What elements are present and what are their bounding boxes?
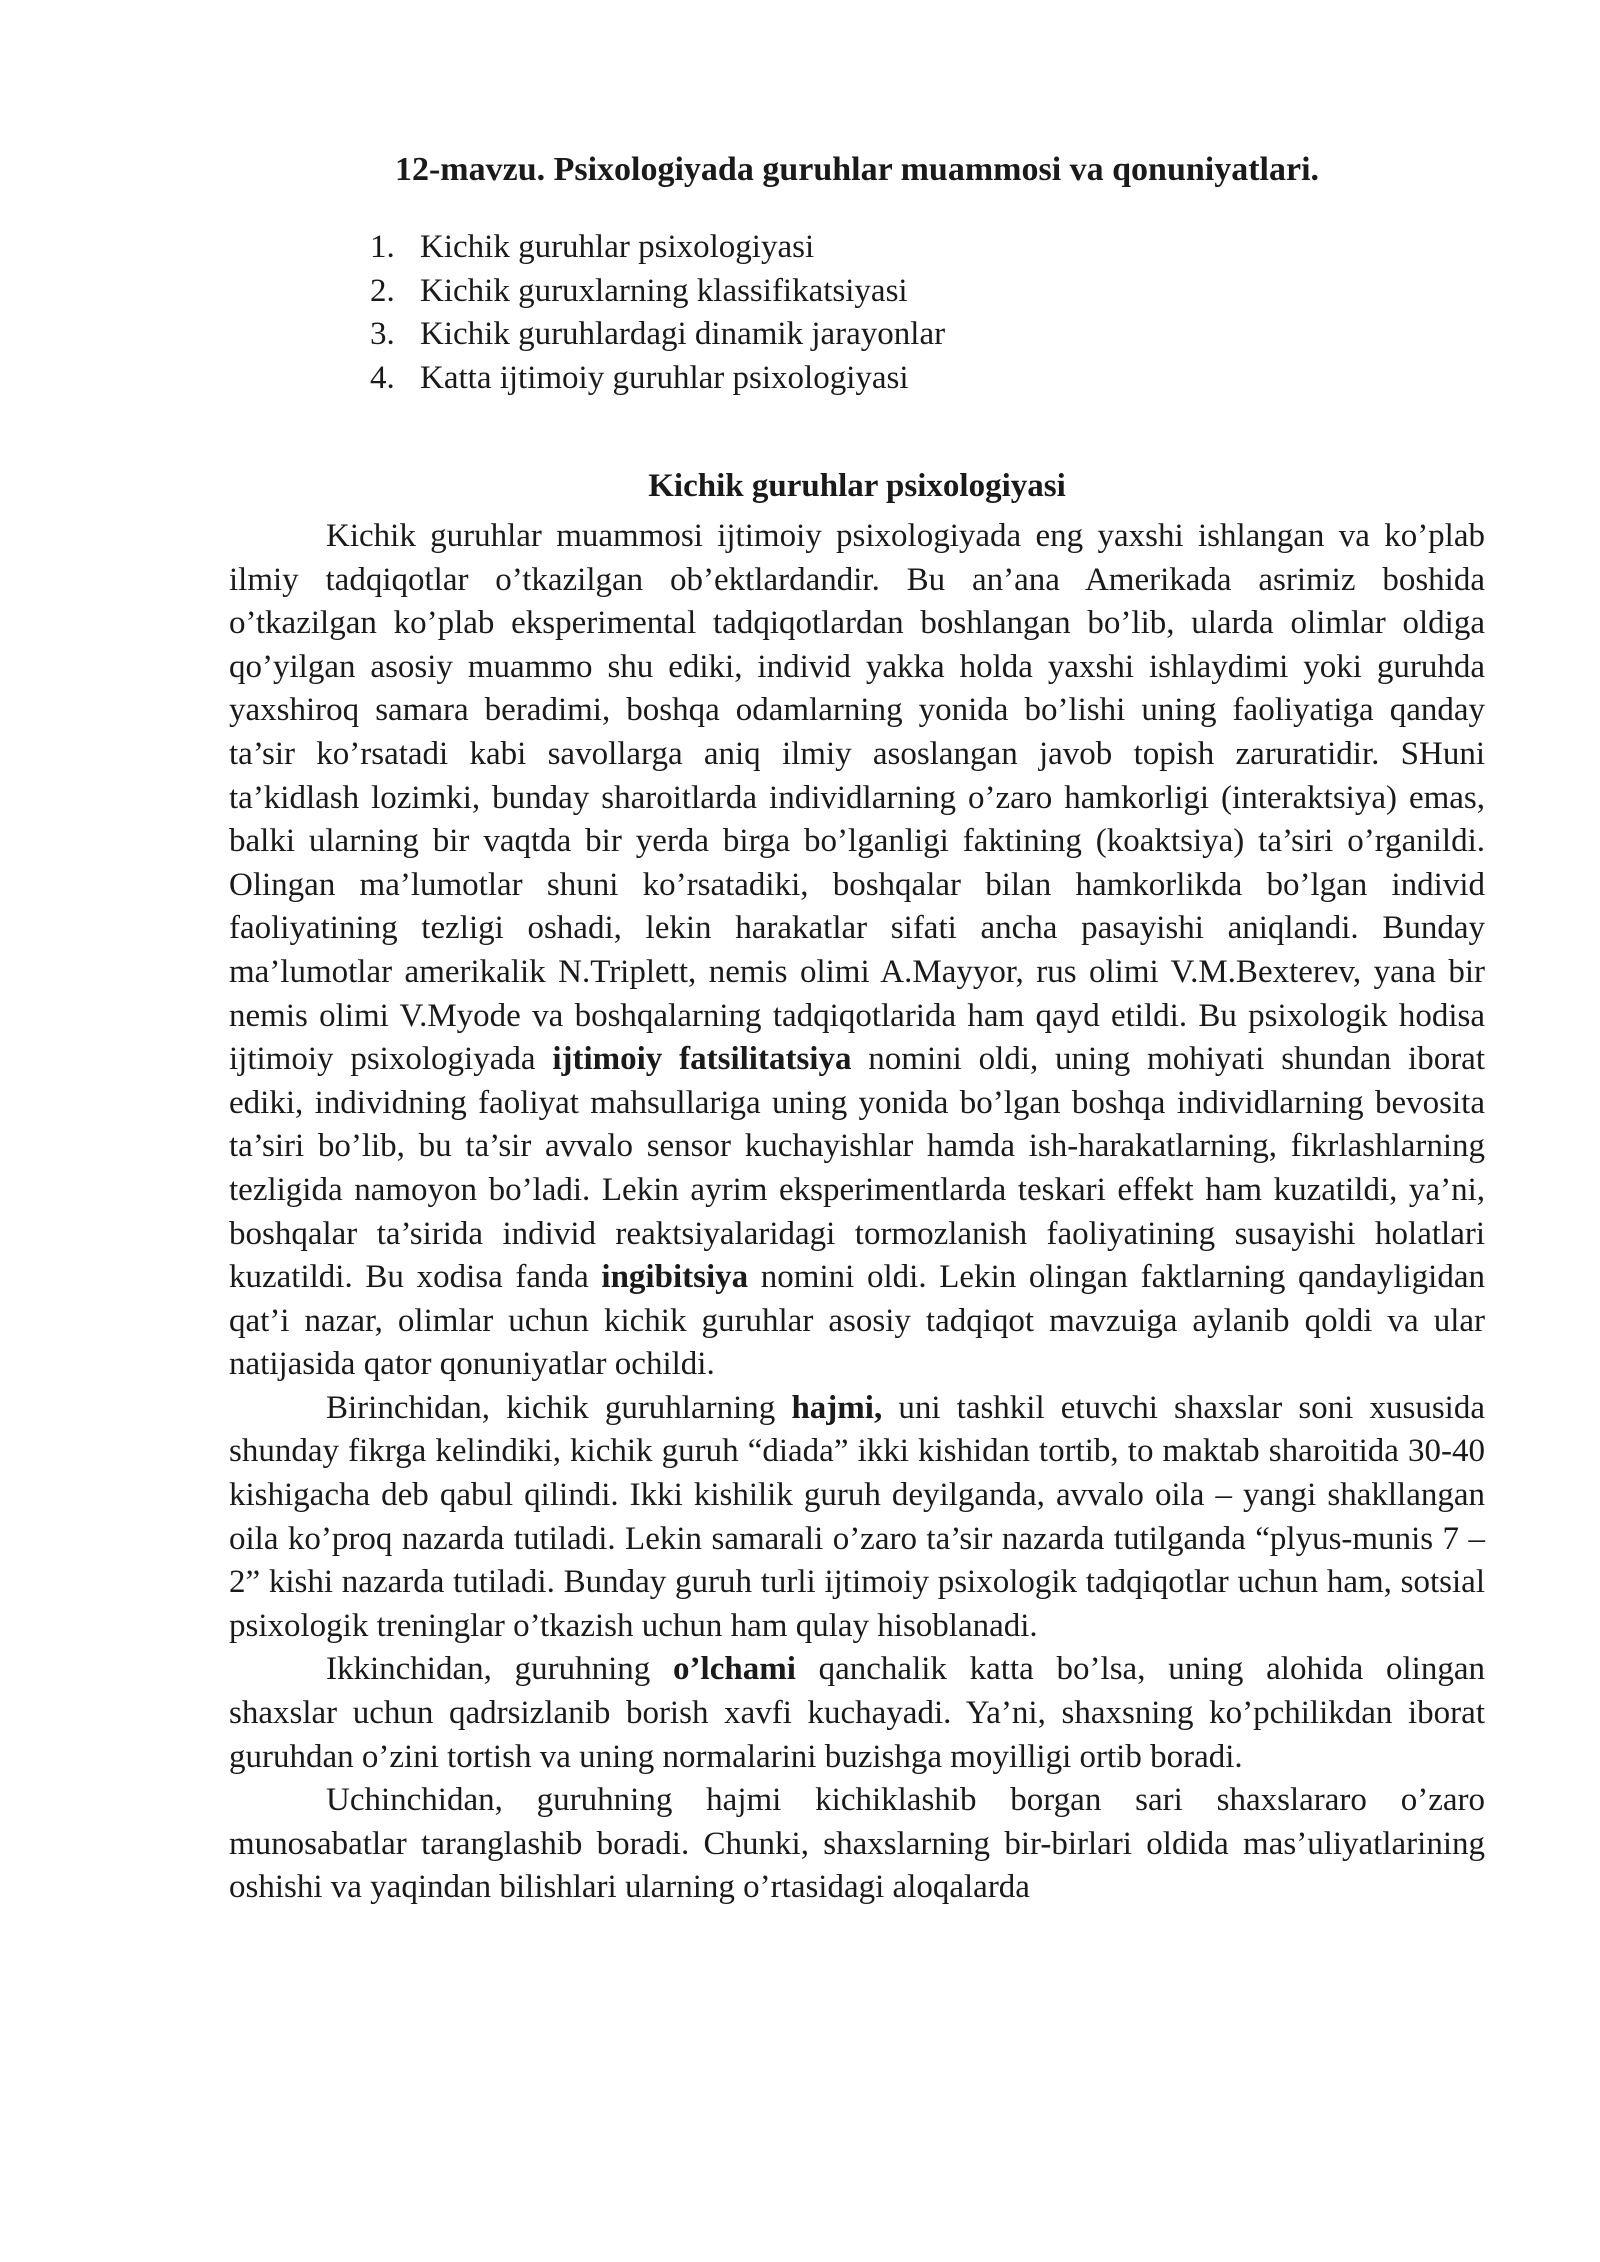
outline-item-text: Kichik guruhlar psixologiyasi [420,229,815,265]
section-heading: Kichik guruhlar psixologiyasi [648,468,1066,504]
outline-item-text: Kichik guruxlarning klassifikatsiyasi [420,272,908,309]
outline-item [370,357,1485,401]
bold-term: hajmi, [791,1389,883,1426]
outline-item [370,226,1485,270]
paragraph-text: Kichik guruhlar muammosi ijtimoiy psixologiyada eng yaxshi ishlangan va ko’plab ilmiy tadqiqotlar o’tkazilgan ob’ektlardandir. Bu an’ana Amerikada asrimiz boshida o’tkazilgan ko’plab eksperimental tadqiqotlardan boshlangan bo’lib, ularda olimlar oldiga qo’yilgan asosiy muammo shu ediki, individ yakka holda yaxshi ishlaydimi yoki guruhda yaxshiroq samara beradimi, boshqa odamlarning yonida bo’lishi uning faoliyatiga qanday ta’sir ko’rsatadi kabi savollarga aniq ilmiy asoslangan javob topish zaruratidir. SHuni ta’kidlash lozimki, bunday sharoitlarda individlarning o’zaro hamkorligi (interaktsiya) emas, balki ularning bir vaqtda bir yerda birga bo’lganligi faktining (koaktsiya) ta’siri o’rganildi. Olingan ma’lumotlar shuni ko’rsatadiki, boshqalar bilan hamkorlikda bo’lgan individ faoliyatining tezligi oshadi, lekin harakatlar sifati ancha pasayishi aniqlandi. Bunday ma’lumotlar amerikalik N.Triplett, nemis olimi A.Mayyor, rus olimi V.M.Bexterev, yana bir nemis olimi V.Myode va boshqalarning tadqiqotlarida ham qayd etildi. Bu psixologik hodisa ijtimoiy psixologiyada [229,518,1485,1078]
outline-item-number: 4. [370,359,395,396]
bold-term: ijtimoiy fatsilitatsiya [552,1041,852,1078]
document-title: 12-mavzu. Psixologiyada guruhlar muammosi va qonuniyatlari. [394,151,1320,188]
outline-item-number: 2. [370,272,395,309]
outline-item-number: 1. [370,229,395,265]
paragraph-first-point [229,1387,1485,1649]
paragraph-text: nomini oldi. Lekin olingan faktlarning qandayligidan qat’i nazar, olimlar uchun kichik guruhlar asosiy tadqiqot mavzuiga aylanib qoldi va ular natijasida qator qonuniyatlar ochildi. [229,1259,1485,1383]
outline-item-text: Katta ijtimoiy guruhlar psixologiyasi [420,359,909,396]
paragraph-intro [229,515,1485,1387]
paragraph-text: uni tashkil etuvchi shaxslar soni xususida shunday fikrga kelindiki, kichik guruh “diada” ikki kishidan tortib, to maktab sharoitida 30-40 kishigacha deb qabul qilindi. Ikki kishilik guruh deyilganda, avvalo oila – yangi shakllangan oila ko’proq nazarda tutiladi. Lekin samarali o’zaro ta’sir nazarda tutilganda “plyus-munis 7 – 2” kishi nazarda tutiladi. Bunday guruh turli ijtimoiy psixologik tadqiqotlar uchun ham, sotsial psixologik treninglar o’tkazish uchun ham qulay hisoblanadi. [229,1389,1485,1644]
paragraph-text: Uchinchidan, guruhning hajmi kichiklashib borgan sari shaxslararo o’zaro munosabatlar taranglashib boradi. Chunki, shaxslarning bir-birlari oldida mas’uliyatlarining oshishi va yaqindan bilishlari ularning o’rtasidagi aloqalarda [229,1782,1485,1906]
bold-term: ingibitsiya [601,1259,749,1296]
paragraph-text: Ikkinchidan, guruhning [326,1651,674,1688]
paragraph-text: Birinchidan, kichik guruhlarning [326,1389,792,1426]
paragraph-second-point [229,1648,1485,1779]
outline-item [370,270,1485,314]
paragraph-text: nomini oldi, uning mohiyati shundan iborat ediki, individning faoliyat mahsullariga uning yonida bo’lgan boshqa individlarning bevosita ta’siri bo’lib, bu ta’sir avvalo sensor kuchayishlar hamda ish-harakatlarning, fikrlashlarning tezligida namoyon bo’ladi. Lekin ayrim eksperimentlarda teskari effekt ham kuzatildi, ya’ni, boshqalar ta’sirida individ reaktsiyalaridagi tormozlanish faoliyatining susayishi holatlari kuzatildi. Bu xodisa fanda [229,1041,1485,1296]
outline-item-number: 3. [370,316,395,352]
outline-item-text: Kichik guruhlardagi dinamik jarayonlar [420,316,946,352]
document-page [229,148,1485,1910]
outline-item [370,313,1485,357]
topic-outline-list [229,226,1485,400]
bold-term: o’lchami [673,1651,796,1688]
paragraph-text: qanchalik katta bo’lsa, uning alohida olingan shaxslar uchun qadrsizlanib borish xavfi kuchayadi. Ya’ni, shaxsning ko’pchilikdan iborat guruhdan o’zini tortish va uning normalarini buzishga moyilligi ortib boradi. [229,1651,1485,1775]
paragraph-third-point [229,1779,1485,1910]
